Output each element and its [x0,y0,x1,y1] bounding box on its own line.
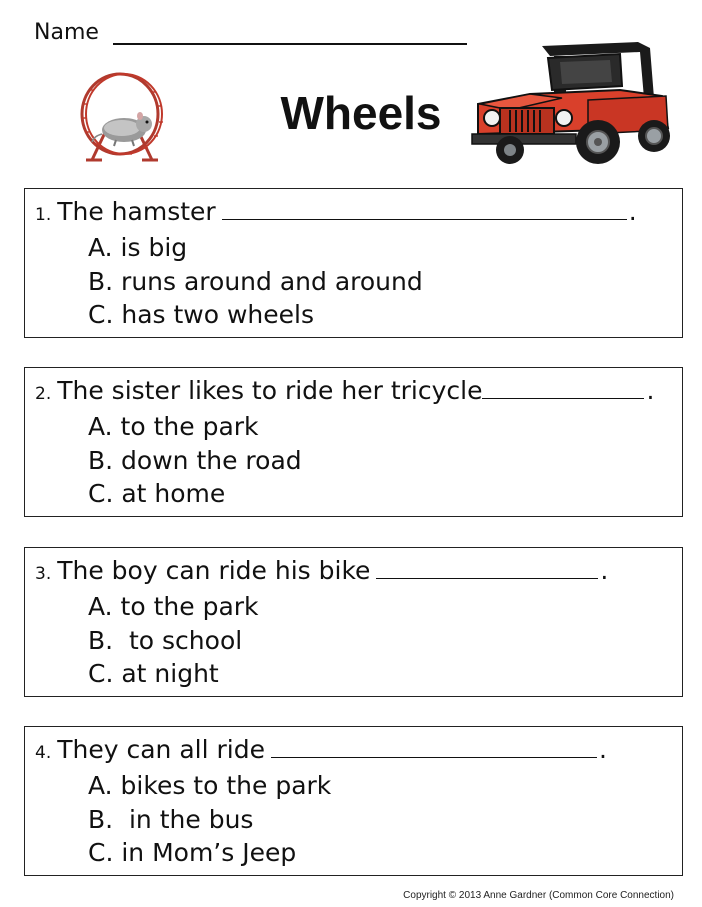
question-stem [35,556,608,585]
question-number: 3. [35,564,52,584]
answer-blank[interactable] [271,739,597,758]
option-b[interactable]: B. down the road [88,445,302,475]
option-b[interactable]: B. to school [88,625,243,655]
question-box-3 [24,547,683,697]
option-b[interactable]: B. runs around and around [88,266,423,296]
answer-blank[interactable] [222,201,627,220]
question-end: . [600,556,609,585]
question-end: . [598,735,607,764]
option-list [88,769,331,870]
option-list [88,231,423,332]
page-title: Wheels [280,87,442,139]
question-text: The boy can ride his bike [57,556,371,585]
question-number: 1. [35,205,52,225]
name-blank-line[interactable] [113,21,467,45]
question-end: . [628,197,637,226]
option-a[interactable]: A. bikes to the park [88,771,332,800]
option-a[interactable]: A. to the park [88,412,259,441]
option-c[interactable]: C. has two wheels [88,300,315,329]
option-a[interactable]: A. is big [88,233,188,262]
name-row [34,20,467,45]
option-c[interactable]: C. at home [88,479,226,508]
question-box-1 [24,188,683,338]
option-list [88,590,259,691]
question-stem [35,376,654,405]
question-end: . [646,376,655,405]
option-b[interactable]: B. in the bus [88,804,254,834]
option-list [88,410,302,511]
question-text: The hamster [57,197,216,226]
answer-blank[interactable] [376,560,598,579]
question-stem [35,197,637,226]
copyright-notice: Copyright © 2013 Anne Gardner (Common Core Connection) [403,890,674,901]
question-number: 2. [35,384,52,404]
question-stem [35,735,607,764]
question-number: 4. [35,743,52,763]
question-box-2 [24,367,683,517]
question-text: They can all ride [57,735,265,764]
option-c[interactable]: C. in Mom’s Jeep [88,838,297,867]
answer-blank[interactable] [482,380,644,399]
name-label: Name [34,20,99,45]
jeep-icon [470,38,674,168]
question-text: The sister likes to ride her tricycle [57,376,483,405]
option-c[interactable]: C. at night [88,659,219,688]
option-a[interactable]: A. to the park [88,592,259,621]
question-box-4 [24,726,683,876]
